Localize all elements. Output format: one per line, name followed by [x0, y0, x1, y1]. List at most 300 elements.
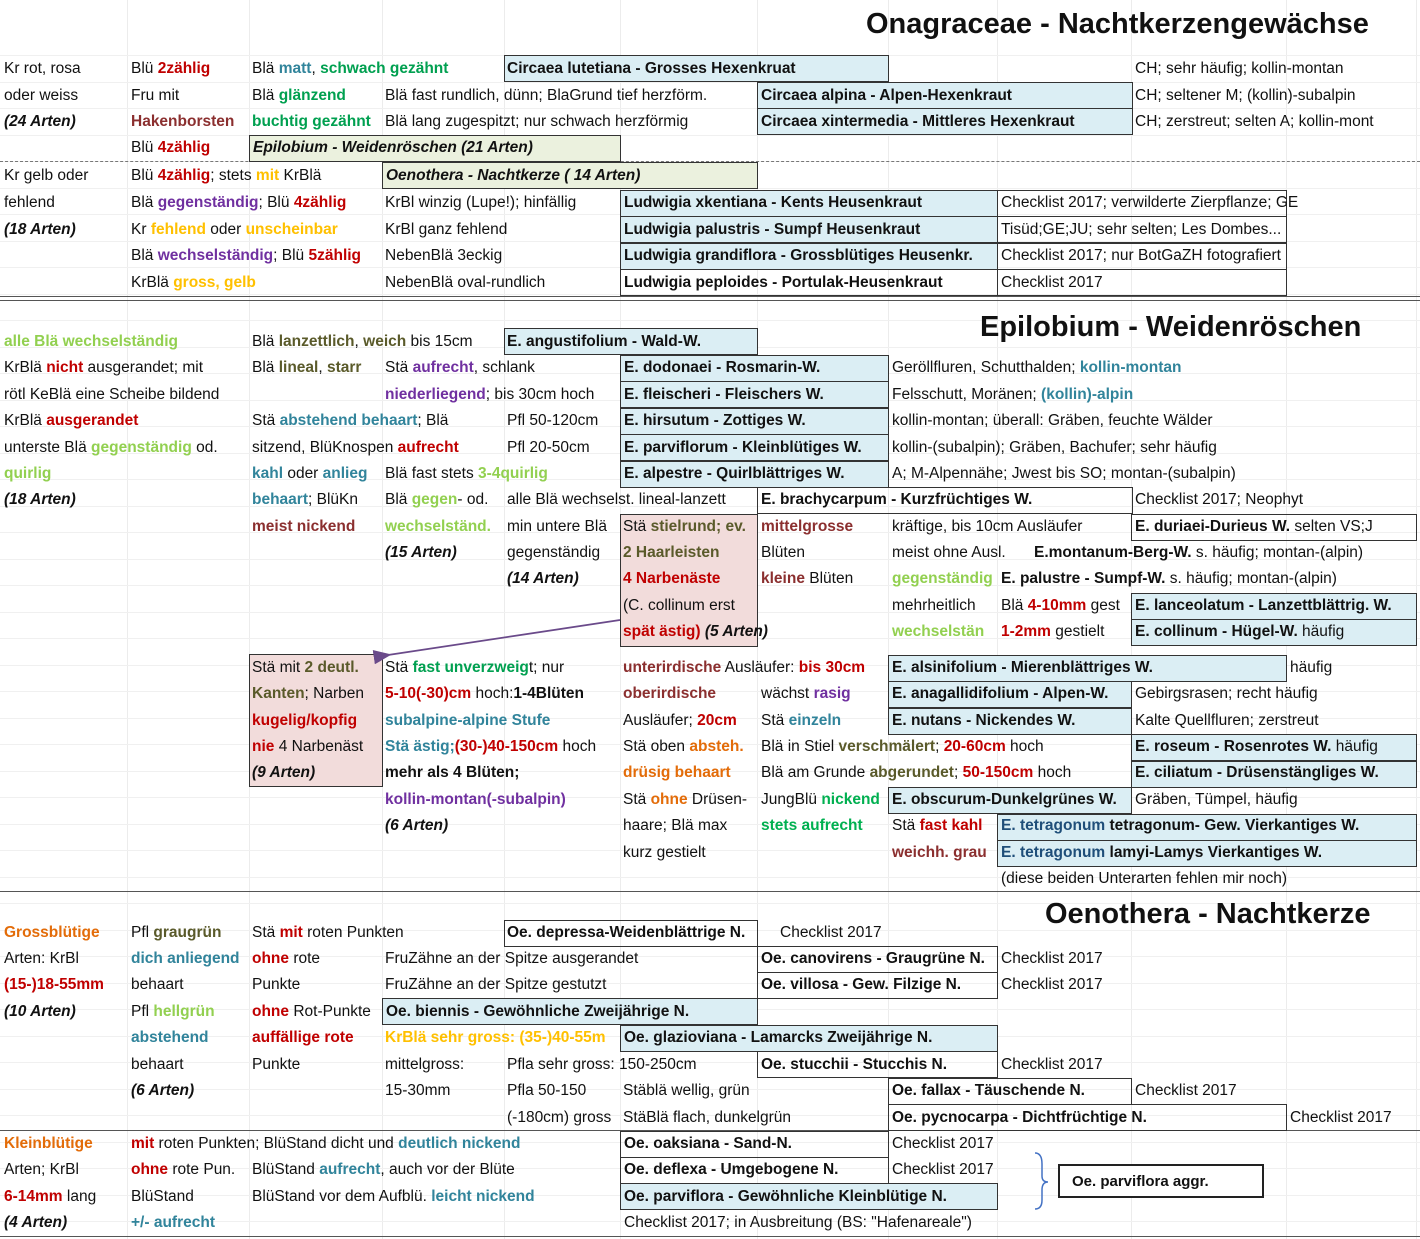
cell: (diese beiden Unterarten fehlen mir noch)	[1001, 870, 1288, 887]
cell	[623, 790, 747, 810]
cell-text: Blä	[252, 333, 279, 350]
cell-text: (kollin)-alpin	[1041, 386, 1134, 403]
cell-text: hellgrün	[153, 1003, 215, 1020]
genus-epilobium-box: Epilobium - Weidenröschen (21 Arten)	[253, 139, 533, 156]
cell-text: ;	[716, 518, 726, 535]
species-circaea-lutetiana: Circaea lutetiana - Grosses Hexenkruat	[507, 60, 796, 77]
cell: drüsig behaart	[623, 764, 731, 781]
cell-text: absteh.	[689, 738, 744, 755]
cell-text: Blä	[252, 359, 279, 376]
cell-text: ohne	[650, 791, 688, 808]
cell: Tisüd;GE;JU; sehr selten; Les Dombes...	[1001, 221, 1282, 238]
species-e-angustifolium: E. angustifolium - Wald-W.	[507, 333, 702, 350]
cell-text: 2 deutl.	[304, 659, 359, 676]
cell-text: hoch	[1005, 738, 1044, 755]
cell	[131, 1134, 520, 1154]
cell	[252, 658, 359, 678]
cell	[131, 246, 361, 266]
species-oe-stucchii: Oe. stucchii - Stucchis N.	[761, 1056, 948, 1073]
cell: BlüStand	[131, 1188, 194, 1205]
cell-text: häufig	[1331, 738, 1378, 755]
cell: (15 Arten)	[385, 544, 457, 561]
cell-text: gest	[1086, 597, 1120, 614]
cell-text: 50-150cm	[962, 764, 1034, 781]
cell: mittelgross:	[385, 1056, 465, 1073]
cell: quirlig	[4, 465, 52, 482]
cell-text: lanzettlich	[278, 333, 355, 350]
species-oe-deflexa: Oe. deflexa - Umgebogene N.	[624, 1161, 839, 1178]
cell-text: stielrund	[650, 518, 717, 535]
cell	[252, 1160, 515, 1180]
cell-text: 5-10(-30)cm	[385, 685, 472, 702]
species-oe-depressa: Oe. depressa-Weidenblättrige N.	[507, 924, 746, 941]
cell-text: Blä	[1001, 597, 1028, 614]
cell-text: 4zählig	[157, 167, 211, 184]
cell: Punkte	[252, 976, 301, 993]
cell-text: hoch	[558, 738, 597, 755]
parviflora-aggr-label: Oe. parviflora aggr.	[1072, 1173, 1209, 1190]
cell: buchtig gezähnt	[252, 113, 371, 130]
species-e-nutans: E. nutans - Nickendes W.	[892, 712, 1076, 729]
species-e-alsinifolium: E. alsinifolium - Mierenblättriges W.	[892, 659, 1153, 676]
cell: Checklist 2017	[1001, 976, 1103, 993]
cell-text: hoch	[1033, 764, 1072, 781]
cell	[252, 923, 404, 943]
cell-text: oder	[205, 221, 246, 238]
cell-text: Stä	[623, 518, 651, 535]
cell-text: bis 15cm	[406, 333, 473, 350]
cell-text: starr	[326, 359, 362, 376]
cell: subalpine-alpine Stufe	[385, 712, 551, 729]
cell: behaart	[131, 1056, 184, 1073]
cell: (9 Arten)	[252, 764, 316, 781]
cell-text: Kanten	[252, 685, 305, 702]
cell-text: schwach gezähnt	[320, 60, 449, 77]
species-ludwigia-peploides: Ludwigia peploides - Portulak-Heusenkraut	[624, 274, 943, 291]
cell: Checklist 2017	[1001, 1056, 1103, 1073]
cell	[1034, 543, 1363, 563]
cell-text: aufrecht	[412, 359, 474, 376]
cell-text: ohne	[252, 950, 290, 967]
cell-text: einzeln	[788, 712, 842, 729]
cell: (18 Arten)	[4, 221, 76, 238]
cell-text: 3-4quirlig	[478, 465, 548, 482]
cell	[131, 138, 210, 158]
cell: KrBlä sehr gross: (35-)40-55m	[385, 1029, 606, 1046]
cell	[131, 220, 338, 240]
cell	[1001, 569, 1337, 589]
cell-text: Stä oben	[623, 738, 690, 755]
cell: min untere Blä	[507, 518, 607, 535]
cell: gegenständig	[892, 570, 993, 587]
cell-text: roten Punkten; BlüStand dicht und	[154, 1135, 399, 1152]
species-oe-oaksiana: Oe. oaksiana - Sand-N.	[624, 1135, 792, 1152]
cell	[385, 490, 488, 510]
cell: haare; Blä max	[623, 817, 728, 834]
species-ludwigia-grandiflora: Ludwigia grandiflora - Grossblütiges Heusenkr.	[624, 247, 973, 264]
cell: Punkte	[252, 1056, 301, 1073]
cell: alle Blä wechselständig	[4, 333, 179, 350]
section-title-oenothera: Oenothera - Nachtkerze	[1045, 898, 1371, 930]
cell-text: hoch:	[471, 685, 514, 702]
cell-text: Blä	[385, 491, 412, 508]
cell-text: 6-14mm	[4, 1188, 63, 1205]
cell-text: kleine	[761, 570, 805, 587]
cell-text: gross, gelb	[173, 274, 256, 291]
cell-text: ohne	[131, 1161, 169, 1178]
cell: häufig	[1290, 659, 1333, 676]
cell-text: Stä ästig;	[385, 738, 455, 755]
cell-text: Blä	[252, 60, 279, 77]
cell	[131, 1160, 235, 1180]
cell-text: deutlich nickend	[398, 1135, 521, 1152]
cell-text: ; stets	[210, 167, 256, 184]
cell-text: Blä am Grunde	[761, 764, 870, 781]
species-oe-fallax: Oe. fallax - Täuschende N.	[892, 1082, 1085, 1099]
cell-text: E. tetragonum	[1001, 844, 1106, 861]
cell: (6 Arten)	[385, 817, 449, 834]
cell-text: ; bis 30cm hoch	[485, 386, 595, 403]
cell	[131, 193, 346, 213]
cell: Fru mit	[131, 87, 180, 104]
cell-text: 4zählig	[293, 194, 347, 211]
cell-text: kollin-montan	[1079, 359, 1182, 376]
cell: StäBlä flach, dunkelgrün	[623, 1109, 792, 1126]
cell-text: aufrecht	[319, 1161, 381, 1178]
cell: (4 Arten)	[4, 1214, 68, 1231]
cell	[252, 1187, 535, 1207]
cell-text: mit	[255, 167, 280, 184]
cell-text: fast kahl	[919, 817, 983, 834]
cell	[252, 438, 459, 458]
cell-text: Ausläufer:	[721, 659, 799, 676]
cell: Arten; KrBl	[4, 1161, 79, 1178]
cell-text: Stä	[623, 791, 651, 808]
cell-text: nicht	[46, 359, 84, 376]
cell-text: KrBlä	[279, 167, 322, 184]
cell-text: KrBlä	[4, 412, 47, 429]
cell: NebenBlä 3eckig	[385, 247, 503, 264]
species-ludwigia-xkentiana: Ludwigia xkentiana - Kents Heusenkraut	[624, 194, 923, 211]
cell-text: weich	[363, 333, 407, 350]
cell	[623, 711, 737, 731]
cell	[761, 763, 1071, 783]
cell	[4, 411, 138, 431]
cell: kugelig/kopfig	[252, 712, 358, 729]
cell: stets aufrecht	[761, 817, 863, 834]
cell	[4, 438, 218, 458]
cell-text: rote	[289, 950, 321, 967]
cell	[252, 464, 367, 484]
cell-text: sitzend, BlüKnospen	[252, 439, 398, 456]
cell: Checklist 2017	[780, 924, 882, 941]
cell-text: Felsschutt, Moränen;	[892, 386, 1042, 403]
cell	[252, 737, 363, 757]
cell-text: Stä	[252, 412, 280, 429]
cell-text: lineal	[278, 359, 319, 376]
cell: 2 Haarleisten	[623, 544, 720, 561]
cell: Blä lang zugespitzt; nur schwach herzförmig	[385, 113, 689, 130]
cell: Arten: KrBl	[4, 950, 79, 967]
cell-text: (5 Arten)	[700, 623, 768, 640]
cell	[892, 358, 1181, 378]
cell-text: unscheinbar	[245, 221, 338, 238]
cell: Checklist 2017	[1135, 1082, 1237, 1099]
species-e-lanceolatum: E. lanceolatum - Lanzettblättrig. W.	[1135, 597, 1392, 614]
cell-text: gestielt	[1050, 623, 1105, 640]
arrow-line	[388, 620, 620, 655]
cell-text: Stä	[252, 924, 280, 941]
cell: gegenständig	[507, 544, 601, 561]
cell-text: ; BlüKn	[308, 491, 358, 508]
cell: Stäblä wellig, grün	[623, 1082, 750, 1099]
cell	[252, 59, 448, 79]
cell	[623, 737, 744, 757]
cell-text: Blü	[131, 139, 158, 156]
species-e-tetragonum-lamyi	[1001, 843, 1322, 863]
cell	[131, 1002, 215, 1022]
cell: (C. collinum erst	[623, 597, 735, 614]
cell-text: E. palustre - Sumpf-W.	[1001, 570, 1166, 587]
cell-text: od.	[191, 439, 218, 456]
cell-text: lamyi-Lamys Vierkantiges W.	[1105, 844, 1323, 861]
cell	[385, 658, 564, 678]
cell: meist nickend	[252, 518, 356, 535]
cell-text: 20cm	[697, 712, 737, 729]
cell-text: (30-)40-150cm	[454, 738, 559, 755]
species-e-brachycarpum: E. brachycarpum - Kurzfrüchtiges W.	[761, 491, 1033, 508]
cell-text: anlieg	[322, 465, 368, 482]
cell-text: Blä	[131, 194, 158, 211]
cell-text: Blä in Stiel	[761, 738, 839, 755]
cell-text: bis 30cm	[798, 659, 866, 676]
cell-text: E.montanum-Berg-W.	[1034, 544, 1192, 561]
cell: Hakenborsten	[131, 113, 235, 130]
cell	[1001, 622, 1104, 642]
species-oe-parviflora: Oe. parviflora - Gewöhnliche Kleinblütige N.	[624, 1188, 947, 1205]
cell	[252, 490, 358, 510]
cell-text: fehlend	[150, 221, 206, 238]
cell-text: matt	[278, 60, 312, 77]
cell-text: selten VS;J	[1290, 518, 1373, 535]
cell-text: kahl	[252, 465, 284, 482]
genus-oenothera-box: Oenothera - Nachtkerze ( 14 Arten)	[386, 167, 641, 184]
cell	[1135, 622, 1344, 642]
species-e-hirsutum: E. hirsutum - Zottiges W.	[624, 412, 806, 429]
cell-text: KrBlä	[4, 359, 47, 376]
cell-text: ;	[953, 764, 963, 781]
cell-text: Blä	[252, 87, 279, 104]
cell: (14 Arten)	[507, 570, 579, 587]
species-oe-glazioviana: Oe. glazioviana - Lamarcks Zweijährige N.	[624, 1029, 933, 1046]
species-e-ciliatum: E. ciliatum - Drüsenstängliges W.	[1135, 764, 1379, 781]
cell-text: 20-60cm	[943, 738, 1006, 755]
cell: weichh. grau	[892, 844, 987, 861]
cell	[892, 385, 1133, 405]
cell-text: tetragonum- Gew. Vierkantiges W.	[1105, 817, 1360, 834]
cell: kräftige, bis 10cm Ausläufer	[892, 518, 1083, 535]
cell-text: , auch vor der Blüte	[380, 1161, 515, 1178]
cell-text: BlüStand vor dem Aufblü.	[252, 1188, 432, 1205]
cell: CH; sehr häufig; kollin-montan	[1135, 60, 1344, 77]
cell-text: E. roseum - Rosenrotes W.	[1135, 738, 1332, 755]
cell-text: ; Narben	[304, 685, 364, 702]
species-oe-pycnocarpa: Oe. pycnocarpa - Dichtfrüchtige N.	[892, 1109, 1147, 1126]
cell: 4 Narbenäste	[623, 570, 721, 587]
cell: CH; seltener M; (kollin)-subalpin	[1135, 87, 1356, 104]
cell-text: Blü	[131, 60, 158, 77]
cell: mittelgrosse	[761, 518, 854, 535]
cell	[252, 1002, 371, 1022]
cell	[385, 684, 584, 704]
cell-text: gegenständig	[91, 439, 192, 456]
species-e-fleischeri: E. fleischeri - Fleischers W.	[624, 386, 824, 403]
cell-text: Pfl	[131, 1003, 154, 1020]
cell-text: aufrecht	[397, 439, 459, 456]
cell-text: ; Blü	[258, 194, 294, 211]
cell-text: Blä	[131, 247, 158, 264]
cell: Pfl 20-50cm	[507, 439, 590, 456]
cell	[623, 517, 746, 537]
cell-text: 4 Narbenäst	[274, 738, 364, 755]
cell: Checklist 2017; Neophyt	[1135, 491, 1304, 508]
cell: FruZähne an der Spitze gestutzt	[385, 976, 607, 993]
cell-text: rote Pun.	[168, 1161, 236, 1178]
cell	[761, 569, 853, 589]
cell: meist ohne Ausl.	[892, 544, 1006, 561]
cell-text: mit	[279, 924, 303, 941]
species-oe-canovirens: Oe. canovirens - Graugrüne N.	[761, 950, 985, 967]
cell-text: s. häufig; montan-(alpin)	[1165, 570, 1337, 587]
cell: (10 Arten)	[4, 1003, 76, 1020]
cell	[1135, 517, 1373, 537]
cell	[131, 166, 321, 186]
cell	[252, 358, 361, 378]
cell-text: ev.	[725, 518, 746, 535]
species-circaea-alpina: Circaea alpina - Alpen-Hexenkraut	[761, 87, 1012, 104]
cell: alle Blä wechselst. lineal-lanzett	[507, 491, 726, 508]
cell	[892, 816, 982, 836]
cell-text: E. collinum - Hügel-W.	[1135, 623, 1298, 640]
cell: kurz gestielt	[623, 844, 706, 861]
cell: Kalte Quellfluren; zerstreut	[1135, 712, 1319, 729]
cell: auffällige rote	[252, 1029, 354, 1046]
cell: Kleinblütige	[4, 1135, 93, 1152]
cell-text: ohne	[252, 1003, 290, 1020]
cell-text: roten Punkten	[302, 924, 404, 941]
cell: Pfla 50-150	[507, 1082, 587, 1099]
cell: fehlend	[4, 194, 55, 211]
cell-text: nickend	[821, 791, 880, 808]
brace	[1035, 1153, 1048, 1209]
cell	[385, 737, 596, 757]
cell-text: Rot-Punkte	[289, 1003, 371, 1020]
cell: (6 Arten)	[131, 1082, 195, 1099]
cell: abstehend	[131, 1029, 209, 1046]
cell	[761, 737, 1044, 757]
cell: Checklist 2017	[1001, 274, 1103, 291]
cell-text: Ausläufer;	[623, 712, 698, 729]
species-e-alpestre: E. alpestre - Quirlblättriges W.	[624, 465, 845, 482]
cell-text: Blüten	[804, 570, 854, 587]
cell	[385, 358, 535, 378]
cell: 15-30mm	[385, 1082, 451, 1099]
cell: oberirdische	[623, 685, 717, 702]
cell-text: ; Blä	[417, 412, 449, 429]
cell-text: 1-4Blüten	[513, 685, 585, 702]
cell	[385, 385, 594, 405]
cell: (24 Arten)	[4, 113, 76, 130]
species-e-parviflorum: E. parviflorum - Kleinblütiges W.	[624, 439, 862, 456]
cell-text: Stä	[892, 817, 920, 834]
cell-text: , schlank	[473, 359, 535, 376]
cell: Checklist 2017; verwilderte Zierpflanze; GE	[1001, 194, 1299, 211]
cell: dich anliegend	[131, 950, 240, 967]
cell-text: KrBlä	[131, 274, 174, 291]
cell: (-180cm) gross	[507, 1109, 612, 1126]
cell: oder weiss	[4, 87, 79, 104]
cell: Checklist 2017; nur BotGaZH fotografiert	[1001, 247, 1281, 264]
cell-text: 4-10mm	[1027, 597, 1087, 614]
cell: NebenBlä oval-rundlich	[385, 274, 546, 291]
cell-text: glänzend	[278, 87, 346, 104]
cell: KrBl winzig (Lupe!); hinfällig	[385, 194, 577, 211]
section-title-epilobium: Epilobium - Weidenröschen	[980, 311, 1362, 343]
cell-text: wächst	[761, 685, 814, 702]
cell-text: abstehend	[279, 412, 358, 429]
cell: Pfl 50-120cm	[507, 412, 599, 429]
cell: mehr als 4 Blüten;	[385, 764, 520, 781]
species-e-anagallidifolium: E. anagallidifolium - Alpen-W.	[892, 685, 1109, 702]
cell-text: wechselständig	[157, 247, 274, 264]
cell: kollin-(subalpin); Gräben, Bachufer; sehr häufig	[892, 439, 1217, 456]
cell-text: behaart	[361, 412, 418, 429]
cell-text: s. häufig; montan-(alpin)	[1191, 544, 1364, 561]
cell: Grossblütige	[4, 924, 100, 941]
cell-text: graugrün	[153, 924, 222, 941]
cell: +/- aufrecht	[131, 1214, 215, 1231]
cell-text: Stä	[385, 359, 413, 376]
cell-text: 4zählig	[157, 139, 211, 156]
cell-text: 5zählig	[308, 247, 362, 264]
cell: wechselständ.	[385, 518, 491, 535]
cell-text: ;	[935, 738, 944, 755]
cell: A; M-Alpennähe; Jwest bis SO; montan-(subalpin)	[892, 465, 1236, 482]
cell: Checklist 2017	[1001, 950, 1103, 967]
cell	[131, 59, 210, 79]
cell-text: E. tetragonum	[1001, 817, 1106, 834]
cell-text: Blü	[131, 167, 158, 184]
cell	[4, 358, 203, 378]
cell	[1001, 596, 1120, 616]
cell-text: JungBlü	[761, 791, 822, 808]
cell-text: leicht nickend	[431, 1188, 535, 1205]
cell	[252, 684, 364, 704]
cell: Checklist 2017; in Ausbreitung (BS: "Hafenareale")	[624, 1214, 972, 1231]
cell: Blä fast rundlich, dünn; BlaGrund tief herzförm.	[385, 87, 708, 104]
cell	[131, 923, 221, 943]
cell-text: oder	[283, 465, 323, 482]
cell-text: fast unverzweig	[412, 659, 529, 676]
cell-text: häufig	[1297, 623, 1345, 640]
species-e-obscurum: E. obscurum-Dunkelgrünes W.	[892, 791, 1117, 808]
cell-text: Stä mit	[252, 659, 305, 676]
cell: Checklist 2017	[1290, 1109, 1392, 1126]
cell	[623, 658, 865, 678]
cell: Gräben, Tümpel, häufig	[1135, 791, 1298, 808]
cell-text: ; Blü	[273, 247, 309, 264]
cell: (18 Arten)	[4, 491, 76, 508]
